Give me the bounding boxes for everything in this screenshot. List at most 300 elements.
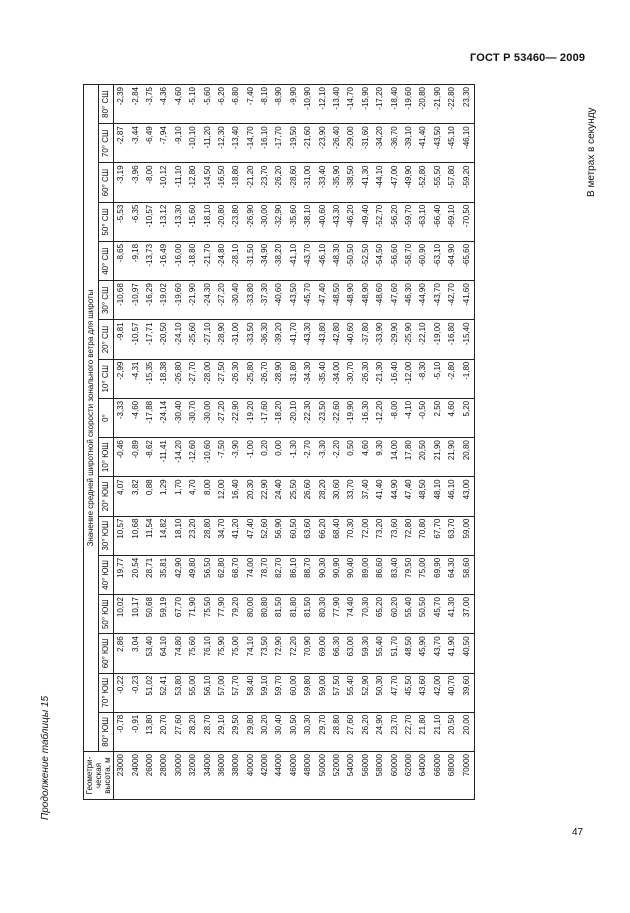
- wind-speed-cell: 72,80: [402, 516, 416, 555]
- table-body: [114, 85, 475, 800]
- wind-speed-cell: -16,40: [387, 359, 401, 398]
- wind-speed-cell: 4,60: [359, 438, 373, 477]
- wind-speed-cell: -15,40: [459, 320, 474, 359]
- wind-speed-cell: -5,60: [200, 85, 214, 124]
- wind-speed-cell: -18,10: [200, 202, 214, 241]
- wind-speed-cell: -30,40: [172, 398, 186, 437]
- latitude-column-header: 20° ЮШ: [99, 477, 114, 516]
- wind-speed-cell: -18,80: [186, 241, 200, 280]
- wind-speed-cell: -30,00: [200, 398, 214, 437]
- latitude-group-header: Значение средней широтной скорости зонального ветра для широты: [84, 85, 99, 752]
- wind-speed-cell: -13,12: [157, 202, 171, 241]
- wind-speed-cell: -14,50: [200, 163, 214, 202]
- wind-speed-cell: -23,80: [229, 202, 243, 241]
- wind-speed-cell: -29,00: [344, 124, 358, 163]
- wind-speed-cell: 11,54: [143, 516, 157, 555]
- wind-speed-cell: 20,70: [157, 712, 171, 751]
- wind-speed-cell: -36,70: [387, 124, 401, 163]
- wind-speed-cell: -23,90: [315, 124, 329, 163]
- wind-speed-cell: -19,02: [157, 281, 171, 320]
- wind-speed-cell: -13,30: [172, 202, 186, 241]
- altitude-cell: 38000: [229, 752, 243, 800]
- wind-speed-cell: -9,18: [128, 241, 142, 280]
- wind-speed-cell: -22,30: [301, 398, 315, 437]
- wind-speed-cell: -0,89: [128, 438, 142, 477]
- altitude-cell: 64000: [416, 752, 430, 800]
- wind-speed-cell: -23,50: [315, 398, 329, 437]
- wind-speed-cell: -37,30: [258, 281, 272, 320]
- wind-speed-cell: -5,10: [431, 359, 445, 398]
- wind-speed-cell: 29,10: [215, 712, 229, 751]
- wind-speed-cell: 37,00: [459, 595, 474, 634]
- wind-speed-cell: -10,10: [186, 124, 200, 163]
- wind-speed-cell: -27,10: [200, 320, 214, 359]
- altitude-cell: 42000: [258, 752, 272, 800]
- wind-speed-table: [83, 84, 475, 800]
- wind-speed-cell: -32,90: [272, 202, 286, 241]
- wind-speed-cell: -22,80: [445, 85, 459, 124]
- wind-speed-cell: 63,60: [301, 516, 315, 555]
- wind-speed-table-container: [83, 84, 607, 800]
- wind-speed-cell: 81,50: [272, 595, 286, 634]
- wind-speed-cell: -27,70: [186, 359, 200, 398]
- latitude-column-header: 40° ЮШ: [99, 555, 114, 594]
- wind-speed-cell: -25,90: [402, 320, 416, 359]
- wind-speed-cell: -9,81: [114, 320, 129, 359]
- wind-speed-cell: 75,60: [186, 634, 200, 673]
- altitude-cell: 36000: [215, 752, 229, 800]
- altitude-cell: 40000: [244, 752, 258, 800]
- wind-speed-cell: 41,30: [445, 595, 459, 634]
- altitude-cell: 68000: [445, 752, 459, 800]
- table-row: [315, 85, 329, 800]
- table-row: [157, 85, 171, 800]
- wind-speed-cell: -39,20: [272, 320, 286, 359]
- wind-speed-cell: -12,80: [186, 163, 200, 202]
- wind-speed-cell: -17,20: [373, 85, 387, 124]
- wind-speed-cell: 67,70: [431, 516, 445, 555]
- wind-speed-cell: 2,86: [114, 634, 129, 673]
- wind-speed-cell: -12,30: [215, 124, 229, 163]
- wind-speed-cell: 5,20: [459, 398, 474, 437]
- wind-speed-cell: -0,23: [128, 673, 142, 712]
- wind-speed-cell: 42,90: [172, 555, 186, 594]
- wind-speed-cell: -63,10: [431, 241, 445, 280]
- altitude-cell: 50000: [315, 752, 329, 800]
- wind-speed-cell: -31,00: [301, 163, 315, 202]
- wind-speed-cell: 29,50: [229, 712, 243, 751]
- table-row: [373, 85, 387, 800]
- latitude-column-header: 10° СШ: [99, 359, 114, 398]
- table-row: [244, 85, 258, 800]
- wind-speed-cell: 60,00: [287, 673, 301, 712]
- wind-speed-cell: 86,10: [287, 555, 301, 594]
- wind-speed-cell: -26,80: [172, 359, 186, 398]
- wind-speed-cell: 10,17: [128, 595, 142, 634]
- wind-speed-cell: 13,80: [143, 712, 157, 751]
- wind-speed-cell: -47,60: [387, 281, 401, 320]
- wind-speed-cell: -2,39: [114, 85, 129, 124]
- wind-speed-cell: 78,70: [258, 555, 272, 594]
- wind-speed-cell: -11,41: [157, 438, 171, 477]
- wind-speed-cell: -8,00: [143, 163, 157, 202]
- wind-speed-cell: -26,40: [330, 124, 344, 163]
- wind-speed-cell: -40,60: [272, 281, 286, 320]
- wind-speed-cell: -3,75: [143, 85, 157, 124]
- wind-speed-cell: 56,10: [200, 673, 214, 712]
- wind-speed-cell: -13,73: [143, 241, 157, 280]
- wind-speed-cell: 30,30: [301, 712, 315, 751]
- wind-speed-cell: -0,50: [416, 398, 430, 437]
- table-row: [359, 85, 373, 800]
- wind-speed-cell: -28,90: [215, 320, 229, 359]
- wind-speed-cell: -43,30: [301, 320, 315, 359]
- wind-speed-cell: -26,20: [272, 163, 286, 202]
- wind-speed-cell: -43,70: [301, 241, 315, 280]
- wind-speed-cell: 80,30: [315, 595, 329, 634]
- wind-speed-cell: 57,50: [330, 673, 344, 712]
- wind-speed-cell: -60,90: [416, 241, 430, 280]
- wind-speed-cell: -55,50: [431, 163, 445, 202]
- wind-speed-cell: 70,30: [359, 595, 373, 634]
- wind-speed-cell: -6,49: [143, 124, 157, 163]
- wind-speed-cell: -33,50: [244, 320, 258, 359]
- wind-speed-cell: -10,60: [200, 438, 214, 477]
- wind-speed-cell: -20,80: [215, 202, 229, 241]
- wind-speed-cell: -37,80: [359, 320, 373, 359]
- wind-speed-cell: -3,44: [128, 124, 142, 163]
- wind-speed-cell: -4,10: [402, 398, 416, 437]
- wind-speed-cell: -34,00: [330, 359, 344, 398]
- wind-speed-cell: 70,90: [301, 634, 315, 673]
- wind-speed-cell: 58,60: [459, 555, 474, 594]
- wind-speed-cell: 75,90: [215, 634, 229, 673]
- wind-speed-cell: -18,40: [387, 85, 401, 124]
- wind-speed-cell: 69,00: [315, 634, 329, 673]
- wind-speed-cell: 23,20: [186, 516, 200, 555]
- wind-speed-cell: 68,70: [229, 555, 243, 594]
- wind-speed-cell: 8,00: [200, 477, 214, 516]
- altitude-cell: 30000: [172, 752, 186, 800]
- wind-speed-cell: -50,50: [344, 241, 358, 280]
- wind-speed-cell: 43,60: [416, 673, 430, 712]
- wind-speed-cell: 50,68: [143, 595, 157, 634]
- wind-speed-cell: -26,70: [258, 359, 272, 398]
- wind-speed-cell: -1,00: [244, 438, 258, 477]
- wind-speed-cell: -43,70: [431, 281, 445, 320]
- wind-speed-cell: -33,40: [315, 163, 329, 202]
- wind-speed-cell: 3,04: [128, 634, 142, 673]
- wind-speed-cell: -19,50: [287, 124, 301, 163]
- wind-speed-cell: -21,90: [186, 281, 200, 320]
- wind-speed-cell: -12,60: [186, 438, 200, 477]
- wind-speed-cell: -2,84: [128, 85, 142, 124]
- wind-speed-cell: -4,36: [157, 85, 171, 124]
- latitude-column-header: 80° ЮШ: [99, 712, 114, 751]
- wind-speed-cell: -46,30: [402, 281, 416, 320]
- latitude-column-header: 80° СШ: [99, 85, 114, 124]
- wind-speed-cell: -10,97: [128, 281, 142, 320]
- wind-speed-cell: -52,80: [416, 163, 430, 202]
- wind-speed-cell: -0,91: [128, 712, 142, 751]
- wind-speed-cell: 28,71: [143, 555, 157, 594]
- wind-speed-cell: -21,60: [301, 124, 315, 163]
- wind-speed-cell: -15,35: [143, 359, 157, 398]
- wind-speed-cell: 73,20: [373, 516, 387, 555]
- wind-speed-cell: -24,30: [200, 281, 214, 320]
- wind-speed-cell: -3,30: [315, 438, 329, 477]
- altitude-cell: 70000: [459, 752, 474, 800]
- wind-speed-cell: 0,88: [143, 477, 157, 516]
- wind-speed-cell: -19,60: [172, 281, 186, 320]
- wind-speed-cell: -31,50: [244, 241, 258, 280]
- wind-speed-cell: 81,80: [287, 595, 301, 634]
- wind-speed-cell: -38,50: [344, 163, 358, 202]
- wind-speed-cell: 10,57: [114, 516, 129, 555]
- latitude-column-header: 70° СШ: [99, 124, 114, 163]
- wind-speed-cell: 43,00: [459, 477, 474, 516]
- wind-speed-cell: 50,50: [416, 595, 430, 634]
- wind-speed-cell: 4,60: [445, 398, 459, 437]
- wind-speed-cell: -23,70: [258, 163, 272, 202]
- wind-speed-cell: -25,60: [186, 320, 200, 359]
- standard-code: ГОСТ Р 53460— 2009: [470, 52, 586, 64]
- wind-speed-cell: -48,90: [359, 281, 373, 320]
- wind-speed-cell: 45,50: [402, 673, 416, 712]
- wind-speed-cell: -3,33: [114, 398, 129, 437]
- wind-speed-cell: 27,60: [344, 712, 358, 751]
- wind-speed-cell: -27,50: [215, 359, 229, 398]
- page-number: 47: [572, 827, 584, 838]
- wind-speed-cell: 10,02: [114, 595, 129, 634]
- wind-speed-cell: -41,60: [459, 281, 474, 320]
- wind-speed-cell: 63,00: [344, 634, 358, 673]
- wind-speed-cell: 48,50: [402, 634, 416, 673]
- wind-speed-cell: -10,90: [301, 85, 315, 124]
- wind-speed-cell: -35,60: [287, 202, 301, 241]
- wind-speed-cell: 18,10: [172, 516, 186, 555]
- wind-speed-cell: 30,20: [258, 712, 272, 751]
- wind-speed-cell: 58,40: [244, 673, 258, 712]
- wind-speed-cell: -48,30: [330, 241, 344, 280]
- wind-speed-cell: -21,90: [431, 85, 445, 124]
- wind-speed-cell: -8,10: [258, 85, 272, 124]
- wind-speed-cell: 59,19: [157, 595, 171, 634]
- wind-speed-cell: -24,80: [215, 241, 229, 280]
- wind-speed-cell: -24,10: [172, 320, 186, 359]
- wind-speed-cell: -56,60: [387, 241, 401, 280]
- latitude-column-header: 20° СШ: [99, 320, 114, 359]
- wind-speed-cell: 82,70: [272, 555, 286, 594]
- wind-speed-cell: -41,10: [287, 241, 301, 280]
- wind-speed-cell: -8,62: [143, 438, 157, 477]
- wind-speed-cell: 0,20: [258, 438, 272, 477]
- wind-speed-cell: -14,20: [172, 438, 186, 477]
- wind-speed-cell: 70,80: [416, 516, 430, 555]
- table-row: [344, 85, 358, 800]
- wind-speed-cell: -59,70: [402, 202, 416, 241]
- table-row: [402, 85, 416, 800]
- wind-speed-cell: -7,40: [244, 85, 258, 124]
- wind-speed-cell: 81,50: [301, 595, 315, 634]
- wind-speed-cell: 21,90: [431, 438, 445, 477]
- wind-speed-cell: 4,70: [186, 477, 200, 516]
- wind-speed-cell: -21,20: [244, 163, 258, 202]
- wind-speed-cell: -6,20: [215, 85, 229, 124]
- wind-speed-cell: 55,40: [344, 673, 358, 712]
- wind-speed-cell: -16,10: [258, 124, 272, 163]
- wind-speed-cell: 28,20: [186, 712, 200, 751]
- wind-speed-cell: -22,60: [330, 398, 344, 437]
- wind-speed-cell: 28,80: [200, 516, 214, 555]
- wind-speed-cell: 55,00: [186, 673, 200, 712]
- wind-speed-cell: -16,80: [445, 320, 459, 359]
- wind-speed-cell: 30,40: [272, 712, 286, 751]
- wind-speed-cell: -10,12: [157, 163, 171, 202]
- wind-speed-cell: 33,70: [344, 477, 358, 516]
- table-row: [459, 85, 474, 800]
- wind-speed-cell: 47,40: [244, 516, 258, 555]
- wind-speed-cell: -69,10: [445, 202, 459, 241]
- table-row: [387, 85, 401, 800]
- wind-speed-cell: -40,60: [315, 202, 329, 241]
- wind-speed-cell: -33,90: [373, 320, 387, 359]
- wind-speed-cell: -7,94: [157, 124, 171, 163]
- wind-speed-cell: -52,50: [359, 241, 373, 280]
- wind-speed-cell: -2,20: [330, 438, 344, 477]
- table-row: [287, 85, 301, 800]
- wind-speed-cell: -10,68: [114, 281, 129, 320]
- table-row: [172, 85, 186, 800]
- wind-speed-cell: -48,50: [330, 281, 344, 320]
- wind-speed-cell: -28,60: [287, 163, 301, 202]
- wind-speed-cell: 72,00: [359, 516, 373, 555]
- wind-speed-cell: -31,00: [229, 320, 243, 359]
- wind-speed-cell: 20,00: [459, 712, 474, 751]
- latitude-column-header: 50° ЮШ: [99, 595, 114, 634]
- wind-speed-cell: -36,30: [258, 320, 272, 359]
- wind-speed-cell: 90,90: [330, 555, 344, 594]
- wind-speed-cell: 67,70: [172, 595, 186, 634]
- wind-speed-cell: -35,40: [315, 359, 329, 398]
- wind-speed-cell: -66,40: [431, 202, 445, 241]
- wind-speed-cell: 56,50: [200, 555, 214, 594]
- wind-speed-cell: 37,40: [359, 477, 373, 516]
- wind-speed-cell: 21,90: [445, 438, 459, 477]
- wind-speed-cell: 45,90: [416, 634, 430, 673]
- wind-speed-cell: 59,80: [301, 673, 315, 712]
- wind-speed-cell: 86,60: [373, 555, 387, 594]
- wind-speed-cell: -20,50: [157, 320, 171, 359]
- wind-speed-cell: 14,82: [157, 516, 171, 555]
- wind-speed-cell: 19,77: [114, 555, 129, 594]
- wind-speed-cell: -33,80: [244, 281, 258, 320]
- wind-speed-cell: -49,40: [359, 202, 373, 241]
- wind-speed-cell: 41,20: [229, 516, 243, 555]
- table-row: [200, 85, 214, 800]
- wind-speed-cell: -2,99: [114, 359, 129, 398]
- wind-speed-cell: 75,00: [229, 634, 243, 673]
- wind-speed-cell: -17,88: [143, 398, 157, 437]
- wind-speed-cell: 52,60: [258, 516, 272, 555]
- wind-speed-cell: 48,10: [431, 477, 445, 516]
- wind-speed-cell: -0,46: [114, 438, 129, 477]
- wind-speed-cell: -0,22: [114, 673, 129, 712]
- wind-speed-cell: 90,30: [315, 555, 329, 594]
- wind-speed-cell: 72,90: [272, 634, 286, 673]
- wind-speed-cell: 24,90: [373, 712, 387, 751]
- wind-speed-cell: -21,30: [373, 359, 387, 398]
- wind-speed-cell: -9,10: [172, 124, 186, 163]
- wind-speed-cell: 65,20: [373, 595, 387, 634]
- wind-speed-cell: 0,00: [272, 438, 286, 477]
- wind-speed-cell: 59,10: [258, 673, 272, 712]
- wind-speed-cell: -5,10: [186, 85, 200, 124]
- wind-speed-cell: -48,90: [344, 281, 358, 320]
- altitude-cell: 32000: [186, 752, 200, 800]
- wind-speed-cell: 56,90: [272, 516, 286, 555]
- wind-speed-cell: 21,80: [416, 712, 430, 751]
- wind-speed-cell: -2,80: [445, 359, 459, 398]
- wind-speed-cell: 35,81: [157, 555, 171, 594]
- table-continuation-caption: Продолжение таблицы 15: [40, 695, 51, 820]
- latitude-column-header: 60° СШ: [99, 163, 114, 202]
- wind-speed-cell: 2,50: [431, 398, 445, 437]
- wind-speed-cell: -16,29: [143, 281, 157, 320]
- wind-speed-cell: 83,40: [387, 555, 401, 594]
- wind-speed-cell: -28,90: [272, 359, 286, 398]
- wind-speed-cell: 80,80: [258, 595, 272, 634]
- table-row: [272, 85, 286, 800]
- wind-speed-cell: -63,10: [416, 202, 430, 241]
- wind-speed-cell: -43,50: [287, 281, 301, 320]
- table-row: [416, 85, 430, 800]
- wind-speed-cell: 59,00: [459, 516, 474, 555]
- units-caption: В метрах в секунду: [586, 107, 597, 197]
- table-row: [431, 85, 445, 800]
- wind-speed-cell: -24,14: [157, 398, 171, 437]
- wind-speed-cell: 60,20: [387, 595, 401, 634]
- wind-speed-cell: 22,70: [402, 712, 416, 751]
- wind-speed-cell: -15,60: [186, 202, 200, 241]
- wind-speed-cell: -19,20: [244, 398, 258, 437]
- wind-speed-cell: 20,50: [416, 438, 430, 477]
- wind-speed-cell: 74,00: [244, 555, 258, 594]
- wind-speed-cell: -5,53: [114, 202, 129, 241]
- wind-speed-cell: 9,30: [373, 438, 387, 477]
- wind-speed-cell: 59,70: [272, 673, 286, 712]
- wind-speed-cell: -57,80: [445, 163, 459, 202]
- wind-speed-cell: -26,30: [359, 359, 373, 398]
- wind-speed-cell: -10,57: [143, 202, 157, 241]
- wind-speed-cell: 28,70: [200, 712, 214, 751]
- wind-speed-cell: 57,00: [215, 673, 229, 712]
- wind-speed-cell: -7,50: [215, 438, 229, 477]
- wind-speed-cell: -43,50: [431, 124, 445, 163]
- wind-speed-cell: -10,57: [128, 320, 142, 359]
- wind-speed-cell: -14,70: [344, 85, 358, 124]
- wind-speed-cell: 27,60: [172, 712, 186, 751]
- wind-speed-cell: 74,80: [172, 634, 186, 673]
- wind-speed-cell: 29,80: [244, 712, 258, 751]
- wind-speed-cell: 89,00: [359, 555, 373, 594]
- wind-speed-cell: 0,50: [344, 438, 358, 477]
- wind-speed-cell: -16,30: [359, 398, 373, 437]
- wind-speed-cell: -54,50: [373, 241, 387, 280]
- latitude-column-header: 0°: [99, 398, 114, 437]
- wind-speed-cell: -16,49: [157, 241, 171, 280]
- wind-speed-cell: -8,90: [272, 85, 286, 124]
